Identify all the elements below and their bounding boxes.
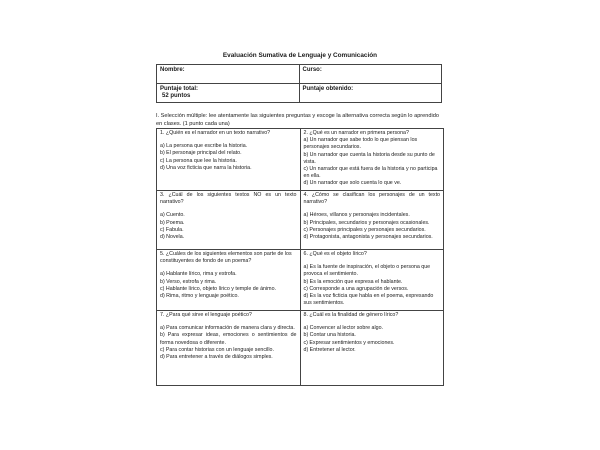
question-cell [157, 311, 301, 386]
option-b[interactable]: b) Un narrador que cuenta la historia desde su punto de vista. [303, 151, 435, 165]
puntaje-obtenido-label: Puntaje obtenido: [302, 86, 354, 92]
option-b[interactable]: b) El personaje principal del relato. [160, 150, 242, 157]
page-title: Evaluación Sumativa de Lenguaje y Comunicación [222, 52, 378, 59]
question-cell [300, 250, 444, 311]
option-a[interactable]: a) Convencer al lector sobre algo. [303, 325, 383, 332]
questions-table [156, 128, 444, 386]
option-c[interactable]: c) Fabula. [160, 226, 184, 233]
option-a[interactable]: a) Es la fuente de inspiración, el objeto o persona que provoca el sentimiento. [303, 264, 431, 278]
option-d[interactable]: d) Rima, ritmo y lenguaje poético. [160, 293, 239, 300]
option-d[interactable]: d) Entretener al lector. [303, 346, 356, 353]
option-a[interactable]: a) Héroes, villanos y personajes incidentales. [303, 212, 410, 219]
curso-label: Curso: [302, 67, 322, 73]
option-d[interactable]: d) Un narrador que solo cuenta lo que ve. [303, 180, 402, 187]
option-c[interactable]: c) Expresar sentimientos y emociones. [303, 339, 395, 346]
puntaje-total-value: 52 puntos [162, 93, 191, 99]
option-b[interactable]: b) Contar una historia. [303, 332, 356, 339]
question-text: 2. ¿Qué es un narrador en primera persona? [303, 130, 409, 136]
question-cell [157, 250, 301, 311]
option-b[interactable]: b) Poema. [160, 219, 185, 226]
option-a[interactable]: a) Para comunicar información de manera clara y directa. [160, 325, 295, 332]
question-cell [300, 129, 444, 191]
option-c[interactable]: c) Un narrador que está fuera de la historia y no participa en ella. [303, 166, 438, 180]
puntaje-total-label: Puntaje total: [160, 86, 199, 92]
student-info-table [156, 64, 442, 103]
question-cell [157, 191, 301, 250]
instructions: I. Selección múltiple: lee atentamente las siguientes preguntas y escoge la alternativa correcta según lo aprendido en clases. (1 punto cada una) [156, 113, 439, 127]
option-c[interactable]: c) Corresponde a una agrupación de versos. [303, 285, 409, 292]
option-c[interactable]: c) Para contar historias con un lenguaje sencillo. [160, 346, 274, 353]
option-c[interactable]: c) Hablante lírico, objeto lírico y temple de ánimo. [160, 285, 276, 292]
question-cell [300, 311, 444, 386]
option-b[interactable]: b) Principales, secundarios y personajes ocasionales. [303, 219, 430, 226]
option-b[interactable]: b) Es la emoción que expresa el hablante. [303, 278, 403, 285]
question-text: 8. ¿Cuál es la finalidad de género lírico? [303, 312, 399, 318]
question-text: 6. ¿Qué es el objeto lírico? [303, 251, 367, 257]
question-text: 4. ¿Cómo se clasifican los personajes de un texto narrativo? [303, 192, 440, 206]
option-b[interactable]: b) Verso, estrofa y rima. [160, 278, 217, 285]
question-text: 5. ¿Cuáles de los siguientes elementos son parte de los constituyentes de fondo de un poema? [160, 251, 292, 265]
question-cell [157, 129, 301, 191]
option-d[interactable]: d) Una voz ficticia que narra la historia. [160, 164, 252, 171]
question-text: 7. ¿Para qué sirve el lenguaje poético? [160, 312, 252, 318]
option-a[interactable]: a) Hablante lírico, rima y estrofa. [160, 271, 237, 278]
option-c[interactable]: c) La persona que lee la historia. [160, 157, 237, 164]
puntaje-total-cell [157, 84, 300, 103]
nombre-label: Nombre: [160, 67, 185, 73]
puntaje-obtenido-field[interactable] [299, 84, 442, 103]
option-a[interactable]: a) La persona que escribe la historia. [160, 143, 248, 150]
nombre-field[interactable] [157, 65, 300, 84]
option-a[interactable]: a) Un narrador que sabe todo lo que piensan los personajes secundarios. [303, 137, 418, 151]
option-d[interactable]: d) Para entretener a través de diálogos simples. [160, 354, 273, 361]
option-a[interactable]: a) Cuento. [160, 212, 185, 219]
question-text: 1. ¿Quién es el narrador en un texto narrativo? [160, 130, 271, 136]
option-c[interactable]: c) Personajes principales y personajes secundarios. [303, 226, 426, 233]
option-d[interactable]: d) Es la voz ficticia que habla en el poema, expresando sus sentimientos. [303, 293, 434, 307]
option-b[interactable]: b) Para expresar ideas, emociones o sentimientos de forma novedosa o diferente. [160, 332, 297, 346]
curso-field[interactable] [299, 65, 442, 84]
question-text: 3. ¿Cuál de los siguientes textos NO es un texto narrativo? [160, 192, 297, 206]
question-cell [300, 191, 444, 250]
option-d[interactable]: d) Novela. [160, 234, 185, 241]
option-d[interactable]: d) Protagonista, antagonista y personajes secundarios. [303, 234, 433, 241]
